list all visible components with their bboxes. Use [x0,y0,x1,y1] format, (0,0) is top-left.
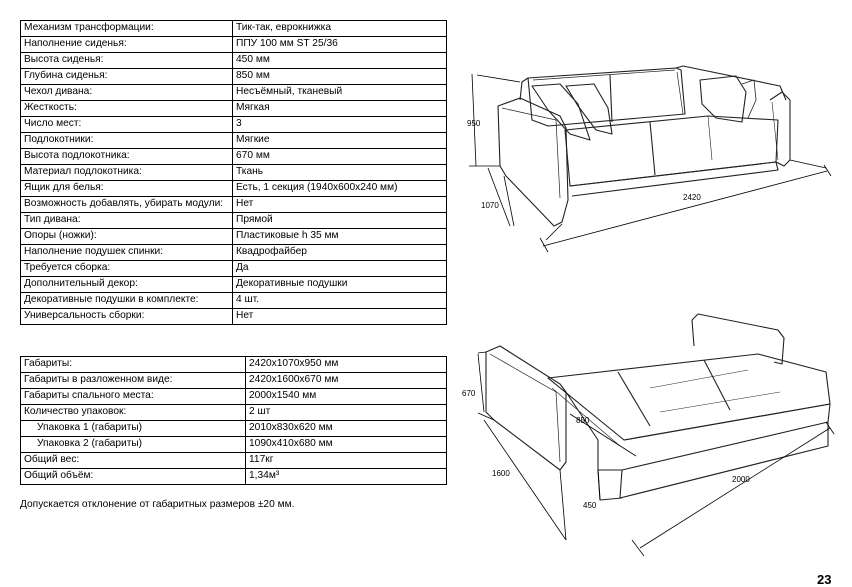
spec-value: Есть, 1 секция (1940х600х240 мм) [233,181,447,197]
spec-key: Материал подлокотника: [21,165,233,181]
spec-value: 4 шт. [233,293,447,309]
spec-key: Упаковка 2 (габариты) [21,437,246,453]
spec-value: 2 шт [246,405,447,421]
spec-key: Требуется сборка: [21,261,233,277]
sofa-assembled-drawing [467,66,831,252]
spec-value: Да [233,261,447,277]
dim-bottom-seat-height: 450 [583,501,597,510]
dim-bottom-width: 2000 [732,475,750,484]
spec-key: Число мест: [21,117,233,133]
spec-key: Высота сиденья: [21,53,233,69]
spec-key: Глубина сиденья: [21,69,233,85]
spec-key: Дополнительный декор: [21,277,233,293]
dim-top-depth: 1070 [481,201,499,210]
spec-key: Ящик для белья: [21,181,233,197]
spec-key: Механизм трансформации: [21,21,233,37]
spec-key: Возможность добавлять, убирать модули: [21,197,233,213]
page-number: 23 [817,572,832,587]
spec-key: Количество упаковок: [21,405,246,421]
spec-key: Наполнение подушек спинки: [21,245,233,261]
spec-key: Универсальность сборки: [21,309,233,325]
tolerance-note: Допускается отклонение от габаритных размеров ±20 мм. [20,499,295,510]
spec-value: 2420х1600х670 мм [246,373,447,389]
spec-value: 1,34м³ [246,469,447,485]
spec-value: ППУ 100 мм ST 25/36 [233,37,447,53]
spec-key: Габариты: [21,357,246,373]
spec-value: 850 мм [233,69,447,85]
spec-value: Несъёмный, тканевый [233,85,447,101]
dim-bottom-height: 670 [462,389,476,398]
dim-bottom-depth: 1600 [492,469,510,478]
spec-key: Общий вес: [21,453,246,469]
spec-key: Подлокотники: [21,133,233,149]
spec-value: 2420х1070х950 мм [246,357,447,373]
spec-value: 450 мм [233,53,447,69]
spec-key: Тип дивана: [21,213,233,229]
spec-value: Мягкая [233,101,447,117]
spec-value: 670 мм [233,149,447,165]
spec-value: Нет [233,309,447,325]
spec-value: Тик-так, еврокнижка [233,21,447,37]
spec-value: 2000х1540 мм [246,389,447,405]
spec-value: 2010х830х620 мм [246,421,447,437]
spec-key: Жесткость: [21,101,233,117]
spec-key: Декоративные подушки в комплекте: [21,293,233,309]
spec-key: Габариты в разложенном виде: [21,373,246,389]
spec-value: 3 [233,117,447,133]
spec-value: Прямой [233,213,447,229]
spec-key: Высота подлокотника: [21,149,233,165]
spec-key: Опоры (ножки): [21,229,233,245]
dim-bottom-seat-depth: 850 [576,416,590,425]
spec-value: 1090х410х680 мм [246,437,447,453]
spec-value: Мягкие [233,133,447,149]
spec-key: Габариты спального места: [21,389,246,405]
spec-key: Общий объём: [21,469,246,485]
spec-value: Ткань [233,165,447,181]
spec-key: Наполнение сиденья: [21,37,233,53]
spec-key: Чехол дивана: [21,85,233,101]
spec-value: 117кг [246,453,447,469]
spec-value: Декоративные подушки [233,277,447,293]
spec-value: Квадрофайбер [233,245,447,261]
spec-value: Пластиковые h 35 мм [233,229,447,245]
spec-key: Упаковка 1 (габариты) [21,421,246,437]
dim-top-height: 950 [467,119,481,128]
dim-top-width: 2420 [683,193,701,202]
spec-value: Нет [233,197,447,213]
sofa-unfolded-drawing [462,314,834,556]
